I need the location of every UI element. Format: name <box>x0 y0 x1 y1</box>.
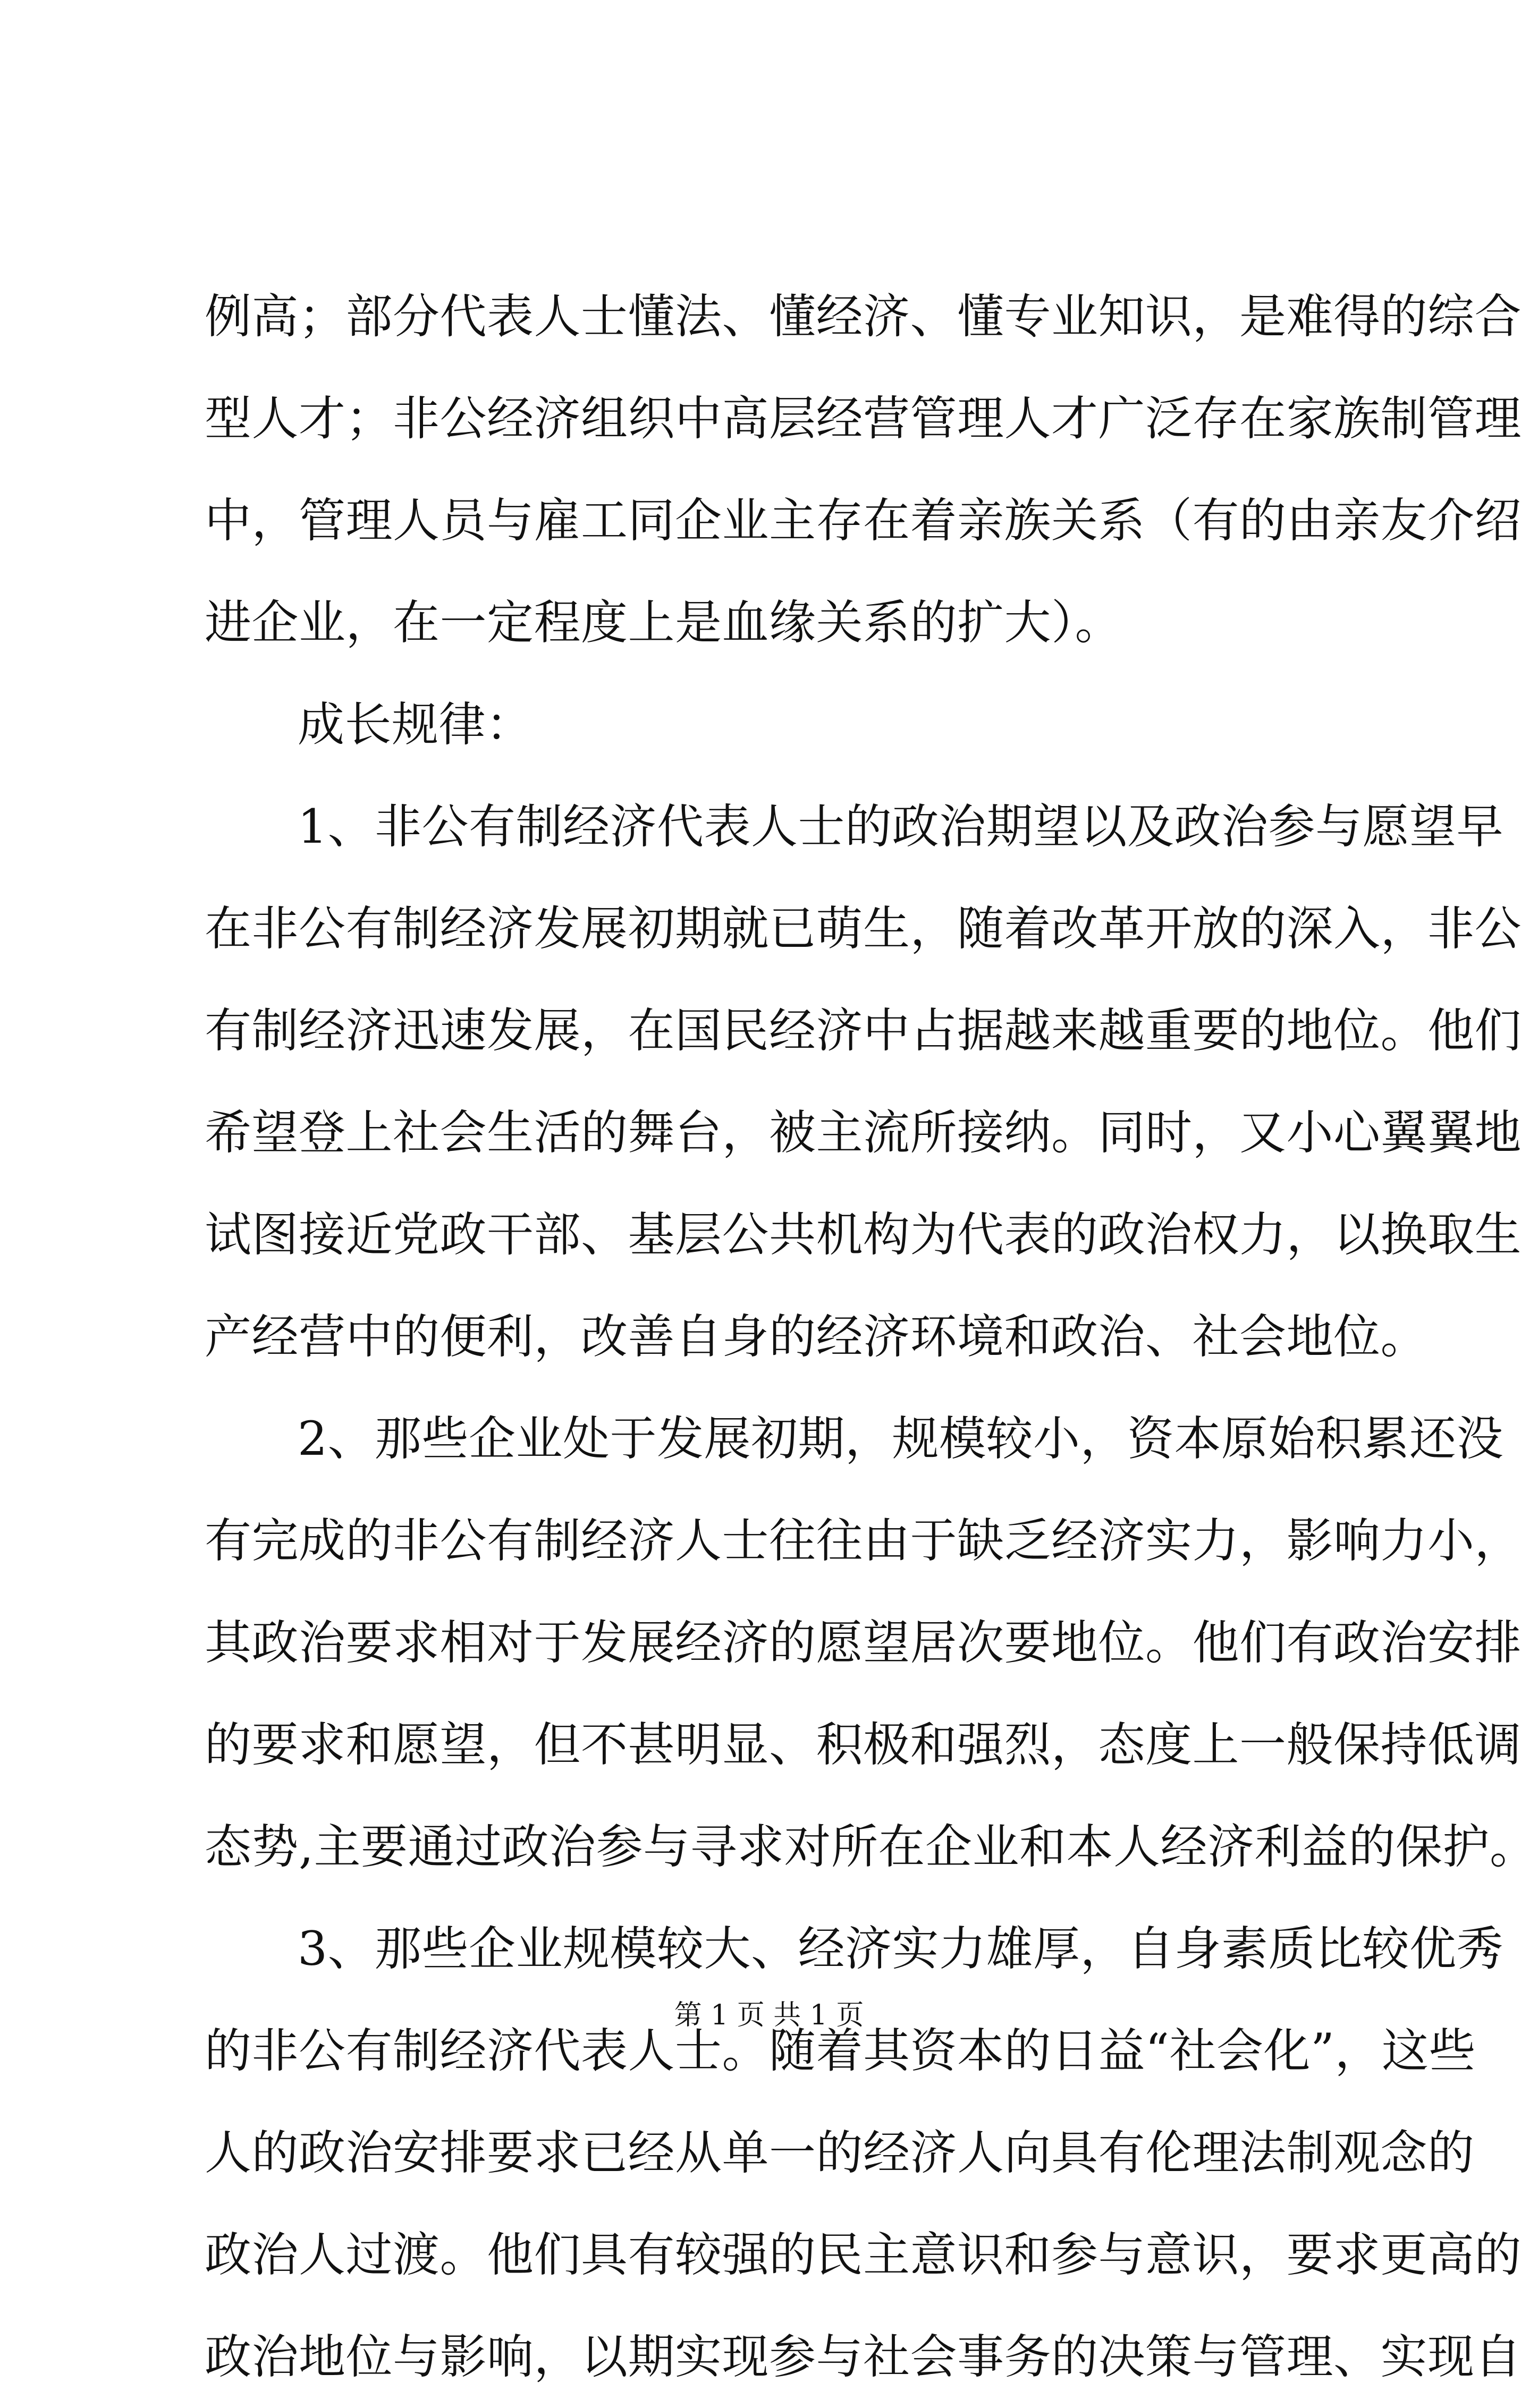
text-line: 有完成的非公有制经济人士往往由于缺乏经济实力，影响力小， <box>205 1513 1522 1568</box>
text-line: 型人才；非公经济组织中高层经营管理人才广泛存在家族制管理 <box>205 391 1522 446</box>
text-line: 产经营中的便利，改善自身的经济环境和政治、社会地位。 <box>205 1309 1428 1364</box>
text-line: 在非公有制经济发展初期就已萌生，随着改革开放的深入，非公 <box>205 901 1522 956</box>
text-line: 例高；部分代表人士懂法、懂经济、懂专业知识，是难得的综合 <box>205 289 1522 344</box>
text-line: 的非公有制经济代表人士。随着其资本的日益“社会化”，这些 <box>205 2023 1476 2078</box>
text-line: 的要求和愿望，但不甚明显、积极和强烈，态度上一般保持低调 <box>205 1717 1522 1772</box>
text-line: 2、那些企业处于发展初期，规模较小，资本原始积累还没 <box>298 1411 1503 1466</box>
text-line: 其政治要求相对于发展经济的愿望居次要地位。他们有政治安排 <box>205 1615 1522 1670</box>
text-line: 政治地位与影响，以期实现参与社会事务的决策与管理、实现自 <box>205 2329 1522 2384</box>
page-footer: 第 1 页 共 1 页 <box>674 1999 864 2031</box>
text-line: 人的政治安排要求已经从单一的经济人向具有伦理法制观念的 <box>205 2125 1475 2180</box>
text-line: 试图接近党政干部、基层公共机构为代表的政治权力，以换取生 <box>205 1207 1522 1262</box>
text-line: 3、那些企业规模较大、经济实力雄厚，自身素质比较优秀 <box>298 1921 1503 1976</box>
text-line: 政治人过渡。他们具有较强的民主意识和参与意识，要求更高的 <box>205 2227 1522 2282</box>
text-line: 进企业，在一定程度上是血缘关系的扩大）。 <box>205 595 1122 650</box>
text-line: 有制经济迅速发展，在国民经济中占据越来越重要的地位。他们 <box>205 1003 1522 1058</box>
text-line: 态势,主要通过政治参与寻求对所在企业和本人经济利益的保护。 <box>205 1819 1537 1874</box>
section-heading: 成长规律： <box>298 697 533 752</box>
text-line: 希望登上社会生活的舞台，被主流所接纳。同时，又小心翼翼地 <box>205 1105 1522 1160</box>
text-line: 1、非公有制经济代表人士的政治期望以及政治参与愿望早 <box>298 799 1503 854</box>
text-line: 中，管理人员与雇工同企业主存在着亲族关系（有的由亲友介绍 <box>205 493 1522 548</box>
body-text <box>205 266 1537 2408</box>
